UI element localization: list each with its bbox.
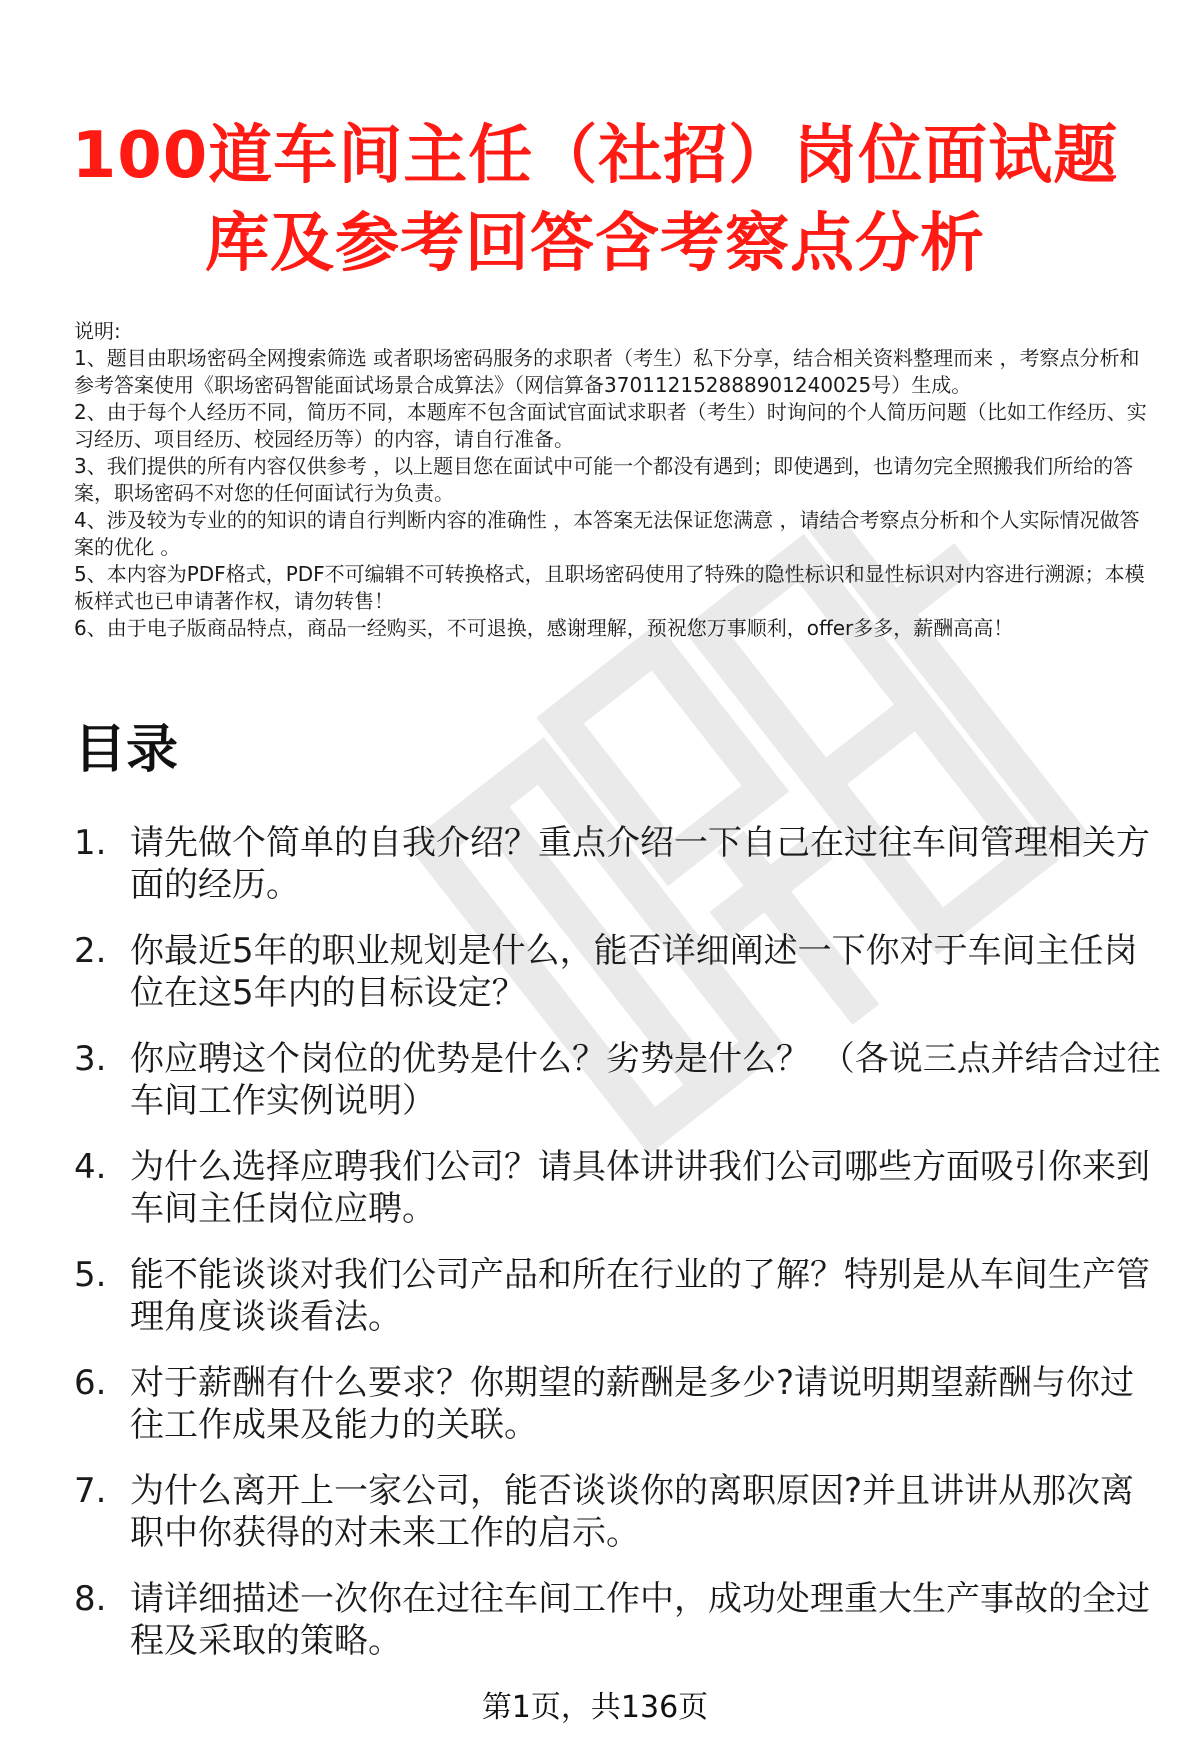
toc-item — [74, 1146, 1164, 1254]
note-item: 5、本内容为PDF格式，PDF不可编辑不可转换格式，且职场密码使用了特殊的隐性标识和显性标识对内容进行溯源；本模板样式也已申请著作权，请勿转售！ — [74, 562, 1145, 613]
toc-item — [74, 1038, 1164, 1146]
note-heading: 说明: — [74, 319, 121, 343]
toc-item-text: 对于薪酬有什么要求？你期望的薪酬是多少?请说明期望薪酬与你过往工作成果及能力的关联。 — [130, 1363, 1135, 1445]
note-item: 3、我们提供的所有内容仅供参考 ，以上题目您在面试中可能一个都没有遇到；即使遇到，也请勿完全照搬我们所给的答案，职场密码不对您的任何面试行为负责。 — [74, 454, 1134, 505]
toc-item-text: 请详细描述一次你在过往车间工作中，成功处理重大生产事故的全过程及采取的策略。 — [130, 1579, 1150, 1661]
document-title: 100道车间主任（社招）岗位面试题库及参考回答含考察点分析 — [71, 119, 1119, 281]
instructions-block — [74, 318, 1154, 642]
toc-item — [74, 930, 1164, 1038]
toc-item — [74, 1254, 1164, 1362]
note-item: 6、由于电子版商品特点，商品一经购买，不可退换，感谢理解，预祝您万事顺利，offer多多，薪酬高高！ — [74, 616, 1014, 640]
toc-item — [74, 1470, 1164, 1578]
toc-item-text: 你最近5年的职业规划是什么，能否详细阐述一下你对于车间主任岗位在这5年内的目标设定？ — [130, 931, 1138, 1013]
note-item: 2、由于每个人经历不同，简历不同，本题库不包含面试官面试求职者（考生）时询问的个人简历问题（比如工作经历、实习经历、项目经历、校园经历等）的内容，请自行准备。 — [74, 400, 1147, 451]
toc-list — [74, 822, 1164, 1686]
toc-item-number: 7. — [74, 1471, 107, 1511]
toc-item-number: 8. — [74, 1579, 107, 1619]
toc-item-number: 4. — [74, 1147, 107, 1187]
toc-item — [74, 1578, 1164, 1686]
toc-item-number: 2. — [74, 931, 107, 971]
toc-item — [74, 1362, 1164, 1470]
page-footer: 第1页，共136页 — [481, 1690, 709, 1725]
toc-item-text: 为什么选择应聘我们公司？请具体讲讲我们公司哪些方面吸引你来到车间主任岗位应聘。 — [130, 1147, 1150, 1229]
toc-item-number: 6. — [74, 1363, 107, 1403]
toc-item-text: 为什么离开上一家公司，能否谈谈你的离职原因?并且讲讲从那次离职中你获得的对未来工作的启示。 — [130, 1471, 1135, 1553]
toc-item-text: 你应聘这个岗位的优势是什么？劣势是什么？ （各说三点并结合过往车间工作实例说明） — [130, 1039, 1161, 1121]
toc-item — [74, 822, 1164, 930]
toc-item-text: 能不能谈谈对我们公司产品和所在行业的了解？特别是从车间生产管理角度谈谈看法。 — [130, 1255, 1150, 1337]
note-item: 4、涉及较为专业的的知识的请自行判断内容的准确性 ，本答案无法保证您满意 ，请结合考察点分析和个人实际情况做答案的优化 。 — [74, 508, 1140, 559]
toc-heading: 目录 — [74, 720, 179, 780]
toc-item-number: 3. — [74, 1039, 107, 1079]
note-item: 1、题目由职场密码全网搜索筛选 或者职场密码服务的求职者（考生）私下分享，结合相关资料整理而来 ，考察点分析和参考答案使用《职场密码智能面试场景合成算法》（网信算备370112152888901240025号）生成。 — [74, 346, 1140, 397]
toc-item-number: 5. — [74, 1255, 107, 1295]
toc-item-number: 1. — [74, 823, 107, 863]
toc-item-text: 请先做个简单的自我介绍？重点介绍一下自己在过往车间管理相关方面的经历。 — [130, 823, 1150, 905]
